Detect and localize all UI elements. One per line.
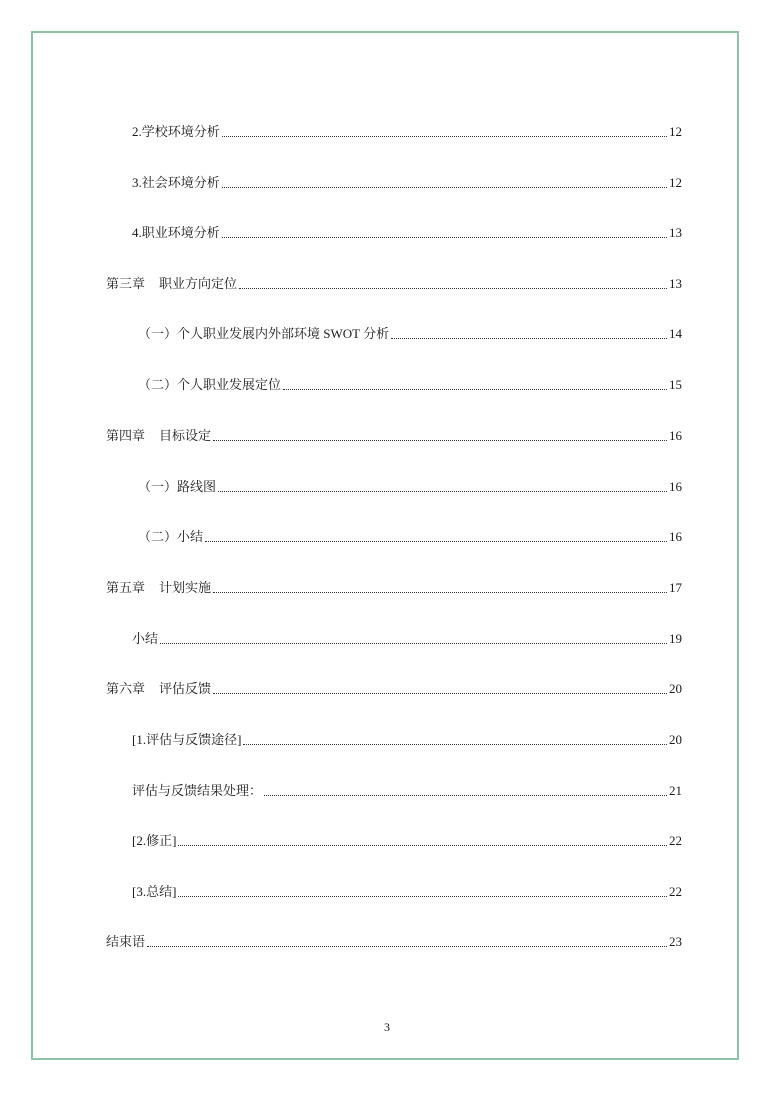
toc-chapter-title: 职业方向定位 bbox=[159, 276, 238, 291]
toc-entry-roadmap[interactable] bbox=[138, 479, 682, 495]
toc-chapter-title: 计划实施 bbox=[159, 580, 212, 595]
page-number: 3 bbox=[384, 1020, 390, 1034]
toc-entry-page: 15 bbox=[669, 377, 682, 392]
toc-entry-title: [1.评估与反馈途径] bbox=[132, 732, 242, 747]
toc-dot-leader bbox=[213, 439, 667, 441]
toc-chapter-label: 第五章 bbox=[106, 580, 146, 595]
toc-dot-leader bbox=[218, 490, 667, 492]
toc-dot-leader bbox=[391, 337, 667, 339]
toc-entry-page: 16 bbox=[669, 479, 682, 494]
toc-entry-title: 4.职业环境分析 bbox=[132, 225, 220, 240]
toc-dot-leader bbox=[264, 794, 667, 796]
toc-entry-title: （一）个人职业发展内外部环境 SWOT 分析 bbox=[138, 326, 390, 341]
toc-dot-leader bbox=[222, 135, 667, 137]
toc-dot-leader bbox=[213, 591, 667, 593]
toc-entry-page: 14 bbox=[669, 326, 682, 341]
toc-entry-title bbox=[106, 681, 211, 697]
toc-entry-page: 22 bbox=[669, 833, 682, 848]
toc-entry-page: 20 bbox=[669, 681, 682, 696]
toc-entry-closing-remarks[interactable] bbox=[106, 934, 682, 950]
toc-entry-title: [3.总结] bbox=[132, 884, 177, 899]
toc-dot-leader bbox=[178, 844, 667, 846]
toc-entry-title: 结束语 bbox=[106, 934, 146, 949]
toc-entry-chapter-3[interactable] bbox=[106, 276, 682, 292]
toc-entry-social-environment[interactable] bbox=[132, 175, 682, 191]
toc-entry-page: 22 bbox=[669, 884, 682, 899]
toc-entry-title: （一）路线图 bbox=[138, 479, 217, 494]
toc-entry-title: 小结 bbox=[132, 631, 159, 646]
toc-entry-page: 16 bbox=[669, 529, 682, 544]
toc-dot-leader bbox=[239, 287, 667, 289]
toc-entry-conclusion-summary[interactable] bbox=[132, 884, 682, 900]
toc-entry-page: 13 bbox=[669, 276, 682, 291]
toc-dot-leader bbox=[283, 388, 667, 390]
toc-entry-chapter-6[interactable] bbox=[106, 681, 682, 697]
toc-chapter-label: 第三章 bbox=[106, 276, 146, 291]
toc-entry-title: （二）小结 bbox=[138, 529, 204, 544]
toc-chapter-label: 第六章 bbox=[106, 681, 146, 696]
toc-entry-revision[interactable] bbox=[132, 833, 682, 849]
toc-entry-page: 23 bbox=[669, 934, 682, 949]
toc-entry-title: 3.社会环境分析 bbox=[132, 175, 220, 190]
toc-entry-title bbox=[106, 428, 211, 444]
toc-dot-leader bbox=[178, 895, 667, 897]
toc-entry-career-positioning[interactable] bbox=[138, 377, 682, 393]
toc-entry-feedback-channels[interactable] bbox=[132, 732, 682, 748]
toc-entry-page: 13 bbox=[669, 225, 682, 240]
toc-dot-leader bbox=[147, 945, 667, 947]
toc-entry-career-environment[interactable] bbox=[132, 225, 682, 241]
toc-entry-page: 20 bbox=[669, 732, 682, 747]
toc-entry-summary-ch4[interactable] bbox=[138, 529, 682, 545]
toc-entry-page: 21 bbox=[669, 783, 682, 798]
toc-entry-school-environment[interactable] bbox=[132, 124, 682, 140]
toc-dot-leader bbox=[243, 743, 667, 745]
toc-entry-title: [2.修正] bbox=[132, 833, 177, 848]
toc-entry-page: 12 bbox=[669, 175, 682, 190]
toc-dot-leader bbox=[205, 540, 667, 542]
toc-entry-feedback-results[interactable] bbox=[132, 783, 682, 799]
toc-dot-leader bbox=[222, 186, 667, 188]
toc-dot-leader bbox=[213, 692, 667, 694]
toc-entry-page: 16 bbox=[669, 428, 682, 443]
toc-entry-page: 17 bbox=[669, 580, 682, 595]
toc-entry-summary-ch5[interactable] bbox=[132, 631, 682, 647]
toc-chapter-title: 目标设定 bbox=[159, 428, 212, 443]
toc-entry-chapter-4[interactable] bbox=[106, 428, 682, 444]
toc-chapter-title: 评估反馈 bbox=[159, 681, 212, 696]
toc-chapter-label: 第四章 bbox=[106, 428, 146, 443]
toc-dot-leader bbox=[222, 236, 667, 238]
toc-entry-page: 19 bbox=[669, 631, 682, 646]
toc-entry-chapter-5[interactable] bbox=[106, 580, 682, 596]
toc-entry-title: （二）个人职业发展定位 bbox=[138, 377, 282, 392]
toc-entry-page: 12 bbox=[669, 124, 682, 139]
toc-dot-leader bbox=[160, 642, 667, 644]
toc-entry-title: 2.学校环境分析 bbox=[132, 124, 220, 139]
toc-entry-swot-analysis[interactable] bbox=[138, 326, 682, 342]
toc-entry-title bbox=[106, 276, 237, 292]
toc-entry-title bbox=[106, 580, 211, 596]
toc-entry-title: 评估与反馈结果处理： bbox=[132, 783, 263, 798]
